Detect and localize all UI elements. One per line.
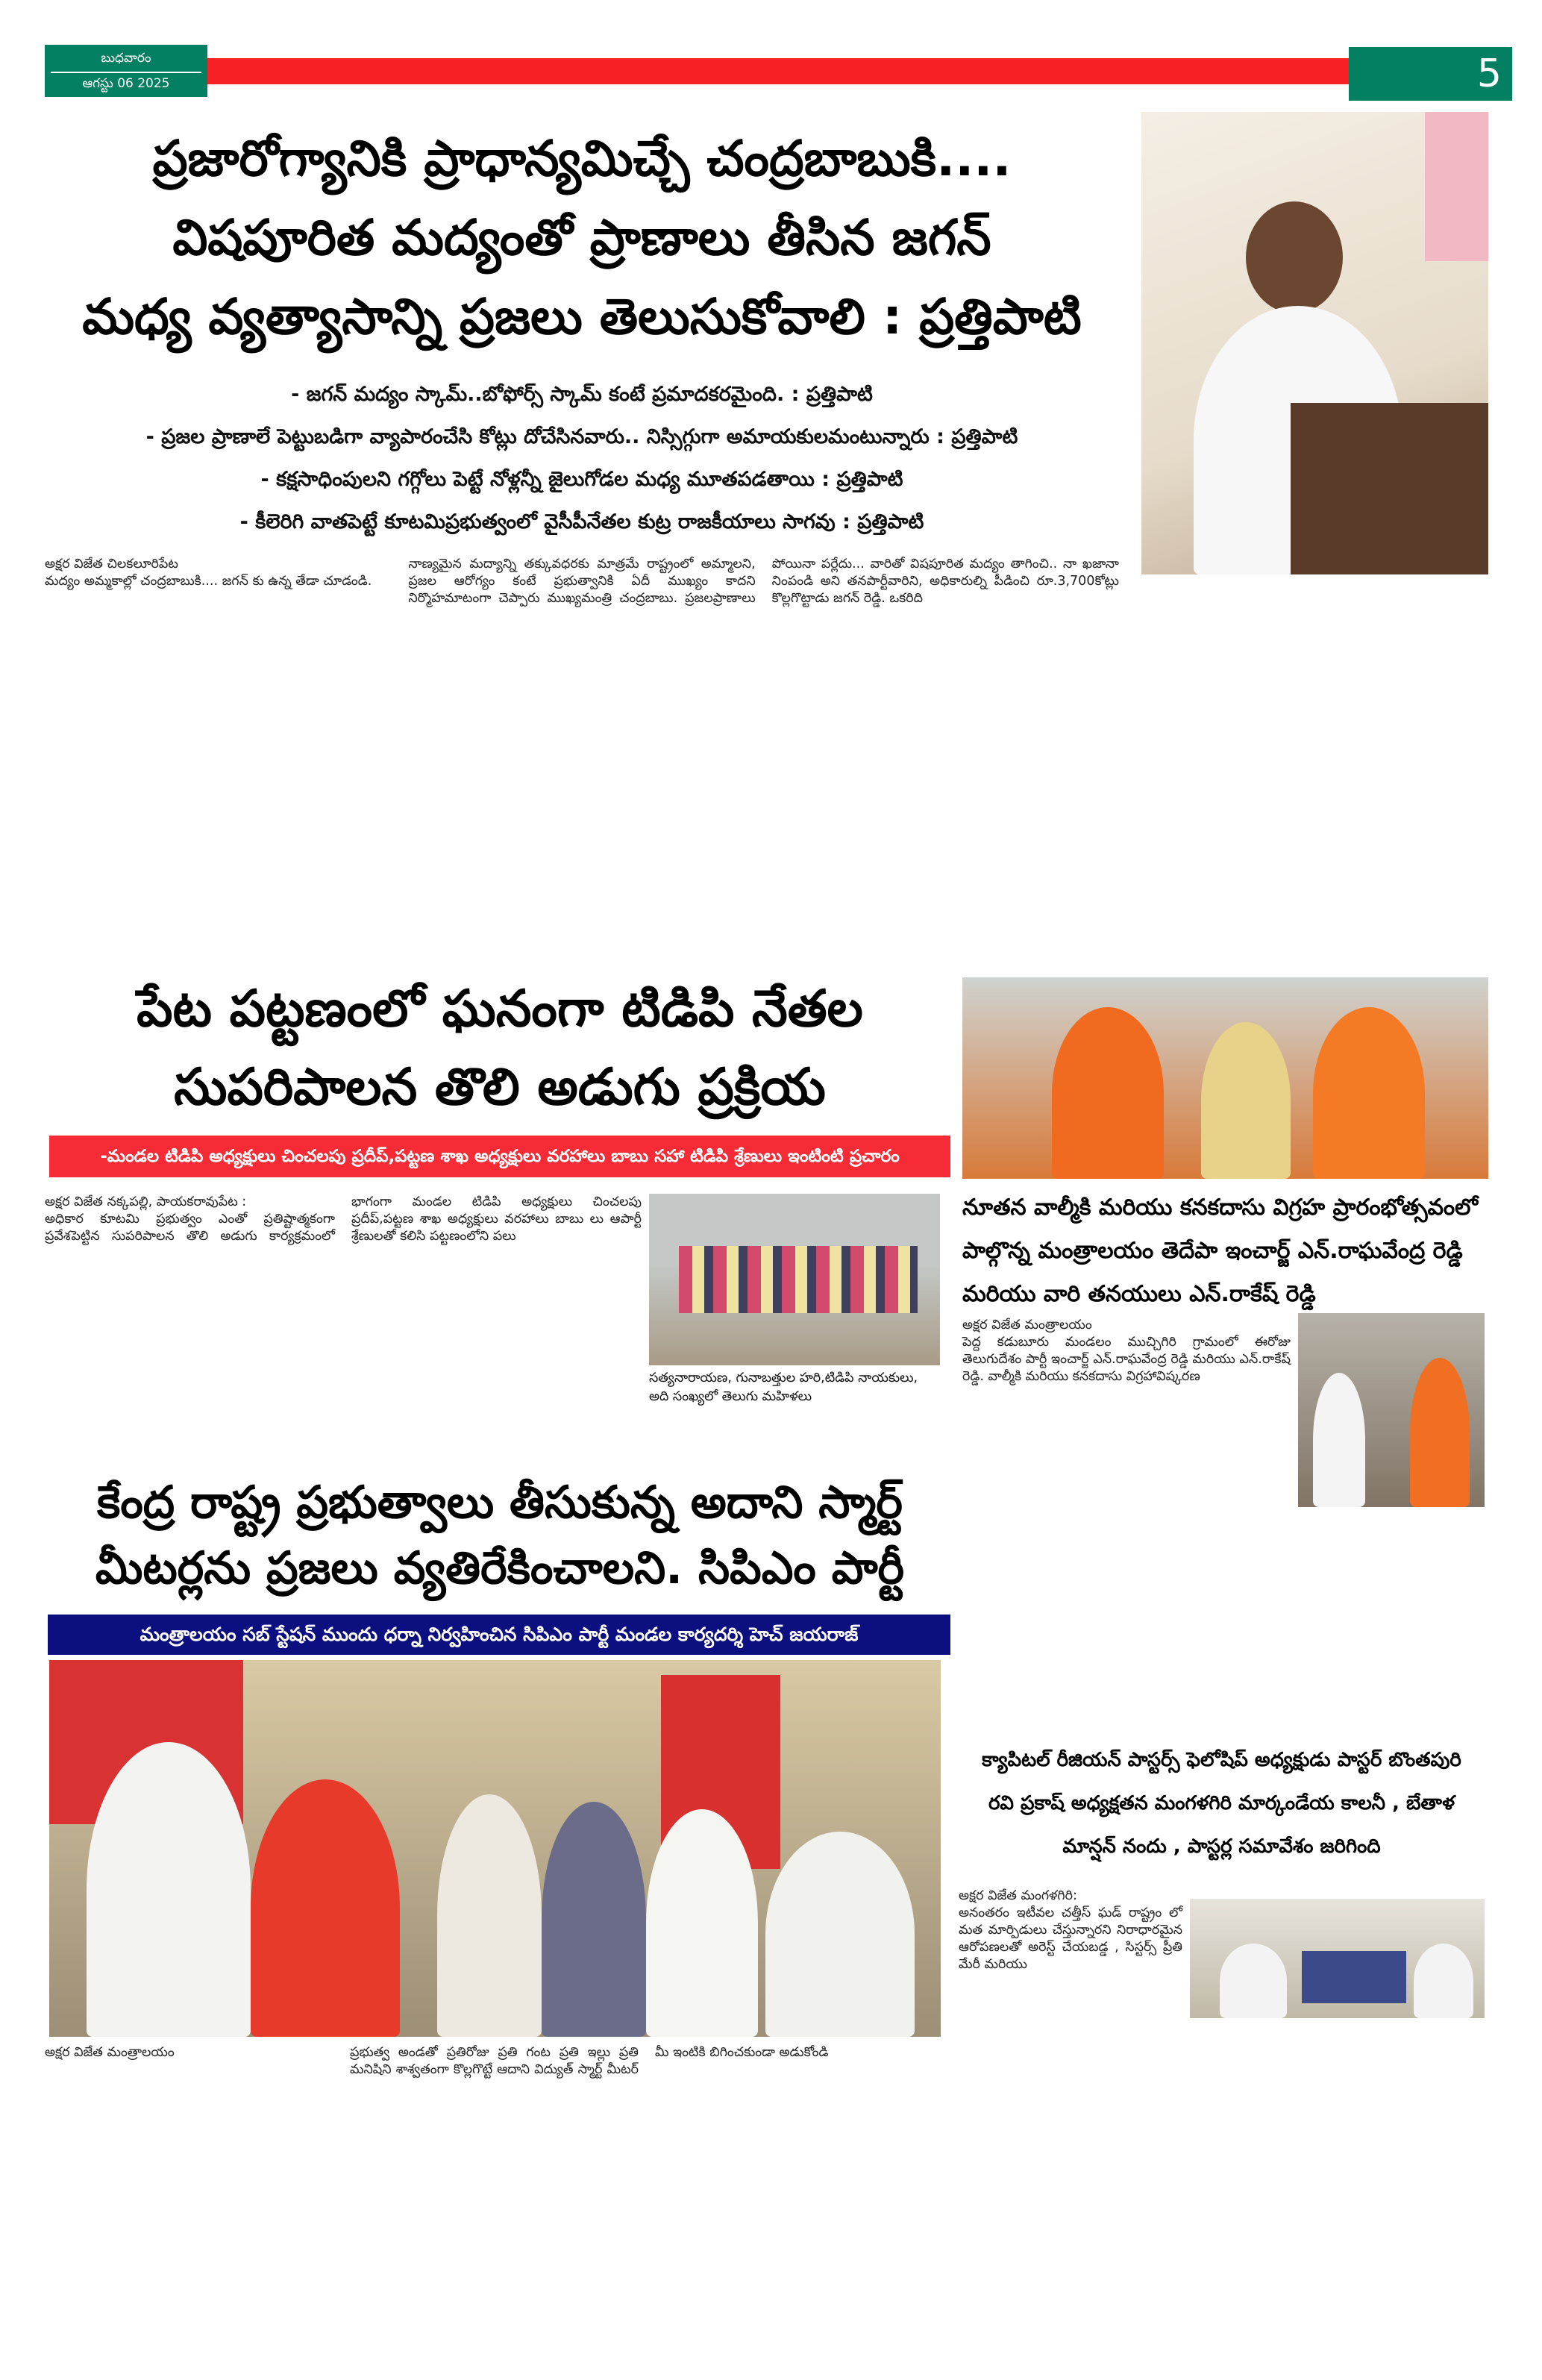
- article5-headline: [955, 1738, 1488, 1868]
- article3-body: [962, 1317, 1291, 1385]
- dateline: అక్షర విజేత నక్కపల్లి, పాయకరావుపేట :: [45, 1194, 247, 1209]
- header-bar: [207, 58, 1349, 84]
- headline-line: విషపూరిత మద్యంతో ప్రాణాలు తీసిన జగన్: [172, 209, 991, 266]
- article5-photo: [1190, 1899, 1485, 2018]
- dateline: అక్షర విజేత మంత్రాలయం: [45, 2045, 175, 2060]
- headline-line: మీటర్లను ప్రజలు వ్యతిరేకించాలని. సిపిఎం పార్టీ: [95, 1542, 905, 1594]
- article2-banner: -మండల టిడిపి అధ్యక్షులు చించలపు ప్రదీప్,పట్టణ శాఖ అధ్యక్షులు వరహాలు బాబు సహా టిడిపి శ్రేణులు ఇంటింటి ప్రచారం: [49, 1136, 950, 1177]
- headline-line: మరియు వారి తనయులు ఎన్.రాకేష్ రెడ్డి: [962, 1281, 1316, 1307]
- date-box: [45, 45, 207, 97]
- subhead: - కీలెరిగి వాతపెట్టే కూటమిప్రభుత్వంలో వైసీపీనేతల కుట్ర రాజకీయాలు సాగవు : ప్రత్తిపాటి: [239, 510, 924, 533]
- day-label: బుధవారం: [101, 51, 151, 66]
- article2-group-photo: [962, 977, 1488, 1179]
- subhead: - జగన్ మద్యం స్కామ్..బోఫోర్స్ స్కామ్ కంటే ప్రమాదకరమైంది. : ప్రత్తిపాటి: [291, 383, 873, 406]
- page-number: 5: [1349, 47, 1512, 101]
- headline-line: రవి ప్రకాష్ అధ్యక్షతన మంగళగిరి మార్కండేయ కాలనీ , బేతాళ: [988, 1792, 1455, 1814]
- headline-line: పేట పట్టణంలో ఘనంగా టిడిపి నేతల: [137, 980, 863, 1039]
- subhead: - ప్రజల ప్రాణాలే పెట్టుబడిగా వ్యాపారంచేసి కోట్లు దోచేసినవారు.. నిస్సిగ్గుగా అమాయకులమంటున్నారు : ప్రత్తిపాటి: [145, 425, 1018, 448]
- article4-photo: [49, 1660, 941, 2037]
- headline-line: మాన్షన్ నందు , పాస్టర్ల సమావేశం జరిగింది: [1062, 1835, 1381, 1858]
- article1-subheads: [45, 373, 1119, 543]
- article4-banner: మంత్రాలయం సబ్ స్టేషన్ ముందు ధర్నా నిర్వహించిన సిపిఎం పార్టీ మండల కార్యదర్శి హెచ్ జయరాజ్: [48, 1615, 950, 1655]
- headline-line: పాల్గొన్న మంత్రాలయం తెదేపా ఇంచార్జ్ ఎన్.రాఘవేంద్ర రెడ్డి: [962, 1238, 1463, 1264]
- article2-headline: [45, 970, 955, 1127]
- headline-line: మధ్య వ్యత్యాసాన్ని ప్రజలు తెలుసుకోవాలి : ప్రత్తిపాటి: [82, 288, 1082, 345]
- article2-photo-caption: సత్యనారాయణ, గునాబత్తుల హరి,టిడిపి నాయకులు, అది సంఖ్యలో తెలుగు మహిళలు: [649, 1371, 918, 1404]
- article4-body: [45, 2044, 944, 2343]
- subhead: - కక్షసాధింపులని గగ్గోలు పెట్టే నోళ్లన్నీ జైలుగోడల మధ్య మూతపడతాయి : ప్రత్తిపాటి: [260, 468, 903, 491]
- headline-line: కేంద్ర రాష్ట్ర ప్రభుత్వాలు తీసుకున్న అదాని స్మార్ట్: [97, 1476, 903, 1529]
- article1-body: [45, 556, 1119, 955]
- headline-line: ప్రజారోగ్యానికి ప్రాధాన్యమిచ్చే చంద్రబాబుకి....: [152, 130, 1012, 187]
- article2-photo: [649, 1194, 940, 1365]
- headline-line: సుపరిపాలన తొలి అడుగు ప్రక్రియ: [174, 1058, 826, 1117]
- article3-photo: [1298, 1313, 1485, 1507]
- headline-line: క్యాపిటల్ రీజియన్ పాస్టర్స్ ఫెలోషిప్ అధ్యక్షుడు పాస్టర్ బొంతపురి: [982, 1749, 1461, 1771]
- paragraph: అనంతరం ఇటీవల చత్తీస్ ఘడ్ రాష్ట్రం లో మత మార్పిడులు చేస్తున్నారని నిరాధారమైన ఆరోపణలతో అరెస్ట్ చేయబడ్డ , సిస్టర్స్ ప్రీతి మేరీ మరియు: [959, 1905, 1182, 1972]
- dateline: అక్షర విజేత మంత్రాలయం: [962, 1318, 1092, 1333]
- article5-body: [959, 1888, 1182, 1973]
- article1-photo: [1141, 112, 1488, 574]
- article1-headline: [45, 119, 1119, 357]
- paragraph: నాణ్యమైన మద్యాన్ని తక్కువధరకు మాత్రమే రాష్ట్రంలో అమ్మాలని, ప్రజల ఆరోగ్యం కంటే ప్రభుత్వానికి ఏదీ ముఖ్యం కాదని నిర్మొహమాటంగా చెప్పారు ముఖ్యమంత్రి చంద్రబాబు. ప్రజలప్రాణాలు పోయినా పర్లేదు... వారితో విషపూరిత మద్యం తాగించి.. నా ఖజానా నింపండి అని తనపార్టీవారిని, అధికారుల్ని పీడించి రూ.3,700కోట్లు కొల్లగొట్టాడు జగన్ రెడ్డి. ఒకరిది: [408, 557, 1119, 606]
- paragraph: మద్యం అమ్మకాల్లో చంద్రబాబుకి.... జగన్ కు ఉన్న తేడా చూడండి.: [45, 574, 372, 589]
- paragraph: అధికార కూటమి ప్రభుత్వం ఎంతో ప్రతిష్టాత్మకంగా ప్రవేశపెట్టిన సుపరిపాలన తొలి అడుగు కార్యక్రమంలో భాగంగా మండల టిడిపి అధ్యక్షులు చించలపు ప్రదీప్,పట్టణ శాఖ అధ్యక్షులు వరహాలు బాబు లు ఆపార్టీ శ్రేణులతో కలిసి పట్టణంలోని పలు: [45, 1194, 642, 1244]
- article4-headline: [45, 1470, 955, 1601]
- article3-headline: [962, 1186, 1488, 1316]
- paragraph: పెద్ద కడుబూరు మండలం ముచ్చిగిరి గ్రామంలో ఈరోజు తెలుగుదేశం పార్టీ ఇంచార్జ్ ఎన్.రాఘవేంద్ర రెడ్డి మరియు ఎన్.రాకేష్ రెడ్డి. వాల్మీకి మరియు కనకదాసు విగ్రహావిష్కరణ: [962, 1335, 1291, 1384]
- dateline: అక్షర విజేత మంగళగిరి:: [959, 1888, 1077, 1903]
- dateline: అక్షర విజేత చిలకలూరిపేట: [45, 557, 178, 571]
- article2-body: [45, 1194, 642, 1447]
- headline-line: నూతన వాల్మీకి మరియు కనకదాసు విగ్రహ ప్రారంభోత్సవంలో: [962, 1194, 1479, 1221]
- paragraph: ప్రభుత్వ అండతో ప్రతిరోజు ప్రతి గంట ప్రతి ఇల్లు ప్రతి మనిషిని శాశ్వతంగా కొల్లగొట్టే ఆదాని విద్యుత్ స్మార్ట్ మీటర్ మీ ఇంటికి బిగించకుండా అడుకోండి: [350, 2045, 829, 2077]
- divider: [51, 72, 201, 73]
- date-label: ఆగస్టు 06 2025: [82, 76, 170, 91]
